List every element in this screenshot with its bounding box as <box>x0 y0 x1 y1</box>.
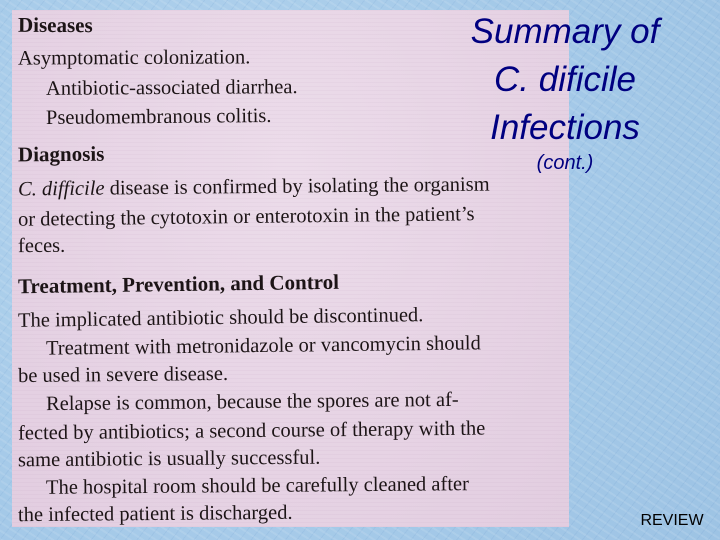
heading-diagnosis: Diagnosis <box>17 141 105 167</box>
review-button[interactable]: REVIEW <box>640 512 704 529</box>
treatment-line-4: Relapse is common, because the spores are not af- <box>45 388 459 416</box>
treatment-line-2: Treatment with metronidazole or vancomycin should <box>45 332 481 360</box>
diagnosis-line-1-text: disease is confirmed by isolating the organism <box>104 173 490 200</box>
diagnosis-line-2: or detecting the cytotoxin or enterotoxin in the patient’s <box>17 203 475 231</box>
organism-name-italic: C. difficile <box>17 177 105 201</box>
diagnosis-line-1 <box>18 175 490 200</box>
diseases-line-3: Pseudomembranous colitis. <box>45 105 272 129</box>
slide-subtitle: (cont.) <box>536 152 594 174</box>
diagnosis-line-3: feces. <box>17 234 66 258</box>
treatment-line-6: same antibiotic is usually successful. <box>17 446 321 472</box>
treatment-line-7: The hospital room should be carefully cleaned after <box>45 473 470 499</box>
slide-title-line-1: Summary of <box>470 12 660 51</box>
diseases-line-1: Asymptomatic colonization. <box>17 46 251 70</box>
treatment-line-3: be used in severe disease. <box>17 362 229 388</box>
diseases-line-2: Antibiotic-associated diarrhea. <box>45 76 298 100</box>
treatment-line-8: the infected patient is discharged. <box>17 501 293 527</box>
slide-title-line-3: Infections <box>490 108 640 147</box>
slide-title-line-2: C. dificile <box>494 60 636 99</box>
heading-treatment: Treatment, Prevention, and Control <box>17 269 340 299</box>
slide-title <box>440 8 690 152</box>
treatment-line-5: fected by antibiotics; a second course of therapy with the <box>17 417 486 445</box>
heading-diseases: Diseases <box>17 12 93 38</box>
treatment-line-1: The implicated antibiotic should be discontinued. <box>17 304 424 332</box>
